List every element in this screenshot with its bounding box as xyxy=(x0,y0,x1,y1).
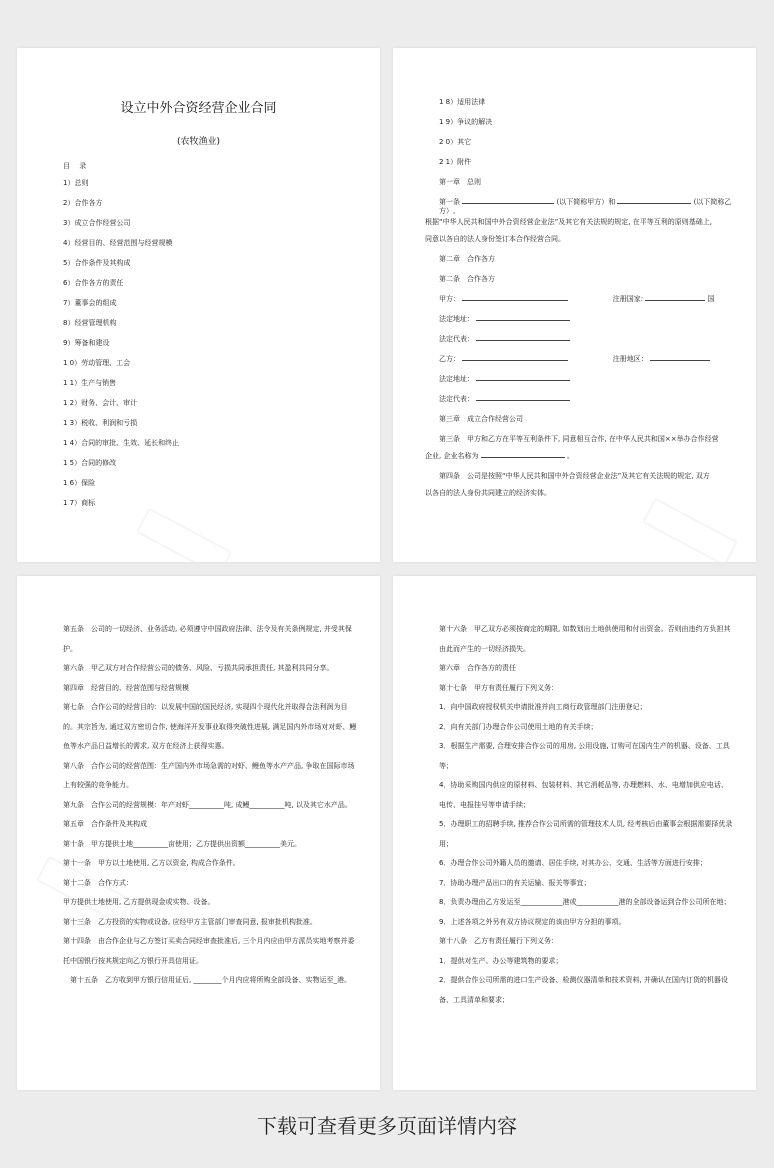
blank-field xyxy=(476,340,570,341)
document-page-4 xyxy=(393,576,756,1090)
chapter-heading: 第六章 合作各方的责任 xyxy=(439,664,516,672)
article-line: 根据“中华人民共和国中外合资经营企业法”及其它有关法规的规定, 在平等互利的原则基础上, xyxy=(425,218,712,226)
article-line xyxy=(425,452,738,472)
paragraph: 第十五条 乙方收到甲方银行信用证后, ________个月内应将所购全部设备、实物运至_港。 xyxy=(63,976,351,984)
legal-address-label: 法定地址： xyxy=(439,375,474,383)
document-title: 设立中外合资经营企业合同 xyxy=(120,101,277,116)
chapter-heading: 第三章 成立合作经营公司 xyxy=(439,415,523,423)
blank-field xyxy=(462,300,568,301)
reg-country-label: 注册国家: xyxy=(612,295,644,303)
legal-address-line xyxy=(439,375,738,395)
page-4-content xyxy=(439,620,734,1010)
paragraph: 第十八条 乙方有责任履行下列义务： xyxy=(439,937,558,945)
toc-heading: 目 录 xyxy=(63,162,87,170)
toc-item: 1）总则 xyxy=(63,179,89,187)
page-3-content xyxy=(63,620,358,991)
paragraph: 第十二条 合作方式： xyxy=(63,878,133,887)
toc-item: 1 3）税收、利润和亏损 xyxy=(63,419,138,427)
toc-item: 6）合作各方的责任 xyxy=(63,279,124,287)
paragraph: 第十四条 由合作企业与乙方签订买卖合同经审查批准后, 三个月内应由甲方派员实地考察并委托中国银行按其规定向乙方银行开具信用证。 xyxy=(63,937,355,965)
toc-item: 1 4）合同的审批、生效、延长和终止 xyxy=(63,439,180,447)
article-text: (以下简称乙方）, xyxy=(439,198,732,215)
party-a-line xyxy=(439,295,738,315)
list-item: 8．负责办理由乙方发运至____________港或____________港的全部设备运到合作公司所在地； xyxy=(439,898,731,906)
paragraph: 第十一条 甲方以土地使用, 乙方以资金, 构成合作条件。 xyxy=(63,859,240,867)
document-subtitle: (农牧渔业) xyxy=(176,137,221,147)
paragraph: 第十三条 乙方投资的实物或设备, 应经甲方主管部门审查同意, 报审批机构批准。 xyxy=(63,917,317,926)
list-item: 1．向中国政府授权机关申请批准并向工商行政管理部门注册登记； xyxy=(439,703,647,711)
article-line: 同意以各自的法人身份签订本合作经营合同。 xyxy=(425,235,565,243)
toc-item: 5）合作条件及其构成 xyxy=(63,259,131,267)
chapter-heading: 第五章 合作条件及其构成 xyxy=(63,820,147,828)
party-b-label: 乙方： xyxy=(439,355,460,363)
list-item: 6．办理合作公司外籍人员的邀请、居住手续, 对其办公、交通、生活等方面进行安排； xyxy=(439,859,707,867)
chapter-heading: 第四章 经营目的、经营范围与经营规模 xyxy=(63,683,189,692)
chapter-heading: 第一章 总则 xyxy=(439,178,481,186)
document-page-1 xyxy=(17,48,380,562)
paragraph: 甲方提供土地使用, 乙方提供现金或实物、设备。 xyxy=(63,898,215,906)
toc-item: 4）经营目的、经营范围与经营规模 xyxy=(63,239,173,247)
legal-rep-label: 法定代表： xyxy=(439,335,474,343)
blank-field xyxy=(481,457,565,458)
list-item: 1．提供对生产、办公等建筑物的要求； xyxy=(439,956,563,965)
legal-rep-label: 法定代表： xyxy=(439,395,474,403)
paragraph: 第八条 合作公司的经营范围：生产国内外市场急需的对虾、鳗鱼等水产产品, 争取在国际市场上有较强的竞争能力。 xyxy=(63,761,355,789)
paragraph: 第十六条 甲乙双方必须按商定的期限, 如数划出土地供使用和付出资金。否则由违约方负担其由此而产生的一切经济损失。 xyxy=(439,625,731,653)
article-line: 第三条 甲方和乙方在平等互利条件下, 同意相互合作, 在中华人民共和国××举办合作经营 xyxy=(439,435,719,443)
paragraph: 第七条 合作公司的经营目的：以发展中国的国民经济, 实现四个现代化并取得合法利润为目的。其宗旨为, 通过双方密切合作, 使海洋开发事业取得突破性进展, 满足国内外市场对对虾、鳗鱼等水产品日益增长的需求, 双方在经济上获得实惠。 xyxy=(63,703,357,750)
party-b-line xyxy=(439,355,738,375)
blank-field xyxy=(617,203,691,204)
page-2-content xyxy=(425,98,738,509)
chapter-heading: 第二章 合作各方 xyxy=(439,255,495,263)
blank-field xyxy=(645,300,705,301)
reg-area-label: 注册地区： xyxy=(612,355,648,363)
legal-rep-line xyxy=(439,335,738,355)
party-a-label: 甲方： xyxy=(439,295,460,303)
article-text: 。 xyxy=(566,452,574,460)
article-text: 企业, 企业名称为 xyxy=(425,452,479,460)
download-more-prompt[interactable]: 下载可查看更多页面详情内容 xyxy=(257,1114,517,1138)
list-item: 2．提供合作公司所需的进口生产设备、检测仪器清单和技术资料, 并确认在国内订货的机器设备、工具清单和要求； xyxy=(439,976,728,1004)
list-item: 2．向有关部门办理合作公司使用土地的有关手续； xyxy=(439,722,598,731)
article-label: 第一条 xyxy=(439,198,460,206)
toc-item: 1 9）争议的解决 xyxy=(439,118,493,126)
article-line xyxy=(439,198,738,218)
blank-field xyxy=(462,203,554,204)
article-text: (以下简称甲方）和 xyxy=(556,198,616,206)
toc-item: 1 6）保险 xyxy=(63,479,96,487)
toc-item: 1 7）商标 xyxy=(63,499,96,507)
legal-rep-line xyxy=(439,395,738,415)
toc-item: 1 8）适用法律 xyxy=(439,98,486,106)
toc-item: 9）筹备和建设 xyxy=(63,339,110,347)
blank-field xyxy=(476,400,570,401)
blank-field xyxy=(650,360,710,361)
legal-address-label: 法定地址： xyxy=(439,315,474,323)
toc-item: 8）经营管理机构 xyxy=(63,319,117,327)
paragraph: 第五条 公司的一切经济、业务活动, 必须遵守中国政府法律、法令及有关条例规定, 并受其保护。 xyxy=(63,625,352,653)
article-line: 第四条 公司是按照“中华人民共和国中外合资经营企业法”及其它有关法规的规定, 双方 xyxy=(439,472,710,480)
blank-field xyxy=(476,380,570,381)
list-item: 3．根据生产需要, 合理安排合作公司的用房, 公用设施, 订购可在国内生产的机器、设备、工具等； xyxy=(439,742,730,770)
document-page-2 xyxy=(393,48,756,562)
toc-list xyxy=(63,179,179,519)
toc-item: 1 0）劳动管理、工会 xyxy=(63,359,131,367)
toc-item: 7）董事会的组成 xyxy=(63,299,117,307)
paragraph: 第九条 合作公司的经营规模：年产对虾__________吨, 成鳗__________吨, 以及其它水产品。 xyxy=(63,800,352,809)
toc-item: 2）合作各方 xyxy=(63,199,103,207)
toc-item: 1 5）合同的修改 xyxy=(63,459,117,467)
article-heading: 第二条 合作各方 xyxy=(439,275,495,283)
toc-item: 2 1）附件 xyxy=(439,158,472,166)
paragraph: 第十条 甲方提供土地__________亩使用；乙方提供出资额__________美元。 xyxy=(63,839,301,848)
legal-address-line xyxy=(439,315,738,335)
toc-item: 1 2）财务、会计、审计 xyxy=(63,399,138,407)
toc-item: 2 0）其它 xyxy=(439,138,472,146)
list-item: 4．协助采购国内供应的原材料、包装材料、其它消耗品等, 办理燃料、水、电增加供应电话、电传、电报挂号等申请手续； xyxy=(439,781,728,809)
list-item: 9．上述各项之外另有双方协议规定的该由甲方分担的事项。 xyxy=(439,917,626,926)
country-suffix: 国 xyxy=(707,295,715,303)
list-item: 5．办理职工的招聘手续, 推荐合作公司所需的管理技术人员, 经考核后由董事会根据需要择优录用； xyxy=(439,820,733,848)
paragraph: 第十七条 甲方有责任履行下列义务： xyxy=(439,683,558,692)
toc-item: 1 1）生产与销售 xyxy=(63,379,117,387)
article-line: 以各自的法人身份共同建立的经济实体。 xyxy=(425,489,551,497)
blank-field xyxy=(476,320,570,321)
list-item: 7．协助办理产品出口的有关运输、报关等事宜； xyxy=(439,878,591,887)
paragraph: 第六条 甲乙双方对合作经营公司的债务、风险、亏损共同承担责任, 其盈利共同分享。 xyxy=(63,664,334,672)
toc-item: 3）成立合作经营公司 xyxy=(63,219,131,227)
document-page-3 xyxy=(17,576,380,1090)
blank-field xyxy=(462,360,568,361)
